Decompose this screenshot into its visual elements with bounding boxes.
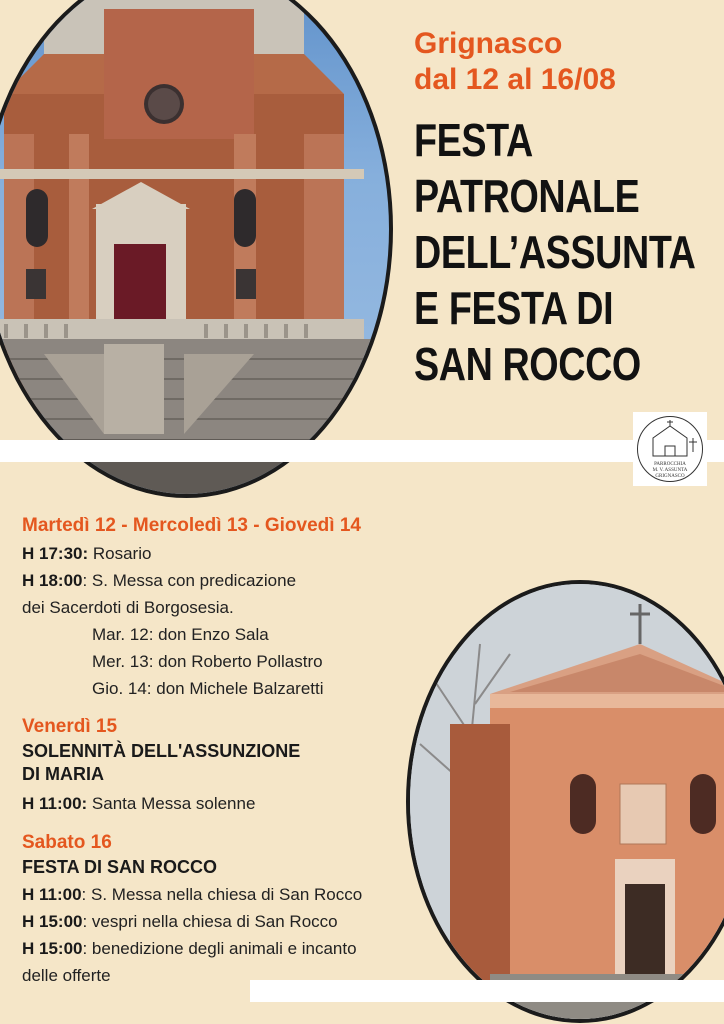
program-text: dei Sacerdoti di Borgosesia. xyxy=(22,598,234,617)
event-dates: dal 12 al 16/08 xyxy=(414,63,616,96)
white-divider-band xyxy=(0,440,724,462)
event-title xyxy=(414,112,696,392)
program-block-weekdays xyxy=(22,512,361,702)
program-time: H 15:00 xyxy=(22,939,83,958)
program-block-saturday xyxy=(22,830,362,989)
program-time: H 15:00 xyxy=(22,912,83,931)
event-location: Grignasco xyxy=(414,27,563,60)
program-text: : benedizione degli animali e incanto xyxy=(82,939,357,958)
parish-logo xyxy=(633,412,707,486)
event-title-line: PATRONALE xyxy=(414,170,640,222)
event-title-line: SAN ROCCO xyxy=(414,338,641,390)
church-photo-san-rocco xyxy=(406,580,724,1023)
program-item xyxy=(22,540,361,567)
parish-logo-text-line: GRIGNASCO xyxy=(655,474,685,479)
program-priest: Gio. 14: don Michele Balzaretti xyxy=(92,679,324,698)
church-photo-assunta xyxy=(0,0,393,498)
program-text: Santa Messa solenne xyxy=(87,794,256,813)
program-priest: Mar. 12: don Enzo Sala xyxy=(92,625,269,644)
program-feast: FESTA DI SAN ROCCO xyxy=(22,857,218,877)
parish-logo-text xyxy=(633,462,707,480)
program-item xyxy=(22,790,300,817)
program-time: H 11:00 xyxy=(22,885,82,904)
program-time: H 18:00 xyxy=(22,571,83,590)
program-text: : S. Messa nella chiesa di San Rocco xyxy=(81,885,363,904)
program-item xyxy=(22,567,361,594)
parish-logo-text-line: PARROCCHIA xyxy=(654,462,686,467)
program-priest: Mer. 13: don Roberto Pollastro xyxy=(92,652,323,671)
parish-logo-text-line: M. V. ASSUNTA xyxy=(652,468,688,473)
program-item xyxy=(22,935,362,962)
program-feast: DI MARIA xyxy=(22,764,104,784)
program-day: Venerdì 15 xyxy=(22,716,118,737)
program-text: : vespri nella chiesa di San Rocco xyxy=(82,912,338,931)
program-feast: SOLENNITÀ DELL'ASSUNZIONE xyxy=(22,741,301,761)
program-block-friday xyxy=(22,714,300,817)
event-location-dates xyxy=(414,26,616,98)
event-title-line: FESTA xyxy=(414,114,533,166)
event-title-line: DELL’ASSUNTA xyxy=(414,226,696,278)
program-text: Rosario xyxy=(88,544,152,563)
program-time: H 11:00: xyxy=(22,794,88,813)
program-item xyxy=(22,881,362,908)
program-time: H 17:30: xyxy=(22,544,89,563)
program-text: : S. Messa con predicazione xyxy=(82,571,297,590)
program-item xyxy=(22,908,362,935)
program-day: Martedì 12 - Mercoledì 13 - Giovedì 14 xyxy=(22,515,361,536)
program-text: delle offerte xyxy=(22,966,111,985)
event-title-line: E FESTA DI xyxy=(414,282,614,334)
program-day: Sabato 16 xyxy=(22,832,112,853)
